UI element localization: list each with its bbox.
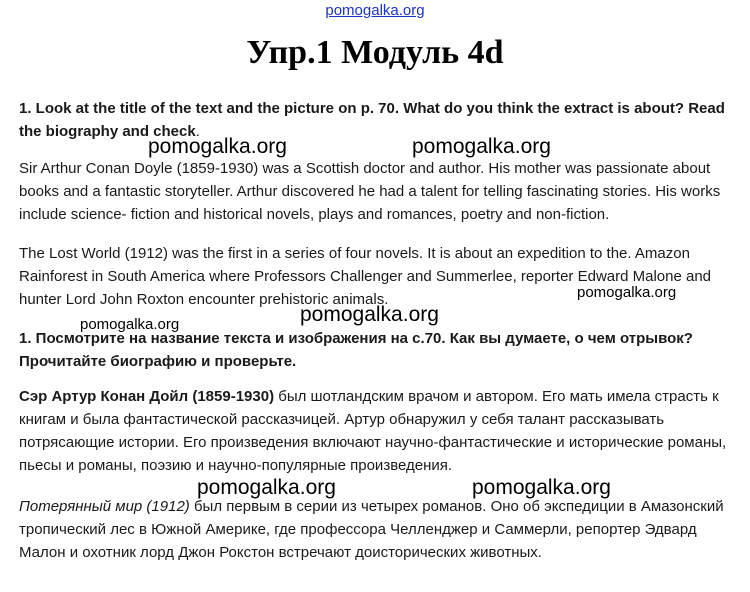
task-en: [19, 97, 731, 143]
watermark: pomogalka.org: [300, 303, 439, 326]
watermark: pomogalka.org: [472, 476, 611, 499]
watermark: pomogalka.org: [197, 476, 336, 499]
bio-ru-name: Сэр Артур Конан Дойл (1859-1930): [19, 388, 275, 405]
task-ru: 1. Посмотрите на название текста и изображения на с.70. Как вы думаете, о чем отрывок? Прочитайте биографию и проверьте.: [19, 330, 693, 370]
task-en-text: 1. Look at the title of the text and the picture on p. 70. What do you think the extract is about? Read the biography and check: [19, 100, 725, 140]
lostworld-en: The Lost World (1912) was the first in a series of four novels. It is about an expedition to the. Amazon Rainforest in South America where Professors Challenger and Summerlee, reporter Edward Malone and hunter Lord John Roxton encounter prehistoric animals.: [19, 245, 712, 308]
watermark: pomogalka.org: [412, 135, 551, 158]
watermark: pomogalka.org: [577, 284, 677, 301]
lostworld-ru-rest: был первым в серии из четырех романов. Оно об экспедиции в Амазонский тропический лес в Южной Америке, где профессора Челленджер и Саммерли, репортер Эдвард Малон и охотник лорд Джон Рокстон встречают доисторических животных.: [19, 498, 724, 561]
lostworld-ru: [19, 495, 731, 564]
site-link[interactable]: pomogalka.org: [325, 2, 425, 19]
page-title: Упр.1 Модуль 4d: [246, 34, 504, 71]
watermark: pomogalka.org: [80, 316, 180, 333]
task-en-end: .: [195, 123, 200, 140]
lostworld-ru-title: Потерянный мир (1912): [19, 498, 190, 515]
watermark: pomogalka.org: [148, 135, 287, 158]
bio-en: Sir Arthur Conan Doyle (1859-1930) was a Scottish doctor and author. His mother was passionate about books and a fantastic storyteller. Arthur discovered he had a talent for telling fascinating stories. His works include science- fiction and historical novels, plays and romances, poetry and non-fiction.: [19, 160, 721, 223]
bio-ru-rest: был шотландским врачом и автором. Его мать имела страсть к книгам и была фантастической рассказчицей. Артур обнаружил у себя талант рассказывать потрясающие истории. Его произведения включают научно-фантастические и исторические романы, пьесы и романы, поэзию и научно-популярные произведения.: [19, 388, 727, 474]
bio-ru: [19, 385, 731, 477]
